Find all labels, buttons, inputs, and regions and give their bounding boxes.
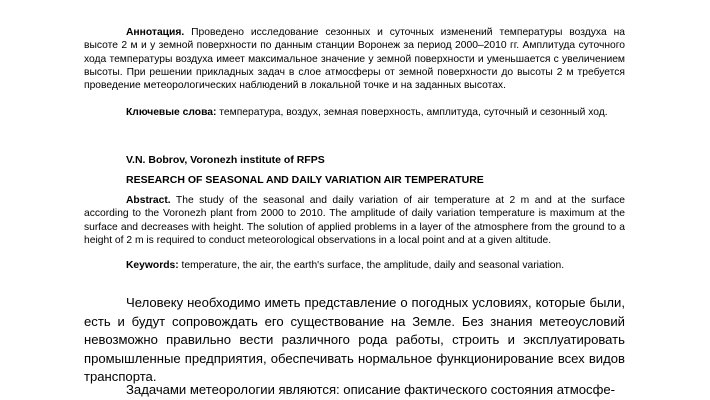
en-abstract-paragraph [84,194,625,247]
ru-abstract-text: Проведено исследование сезонных и суточных изменений температуры воздуха на высоте 2 м и у земной поверхности по данным станции Воронеж за период 2000–2010 гг. Амплитуда суточного хода температуры воздуха имеет максимальное значение у земной поверхности и уменьшается с увеличением высоты. При решении прикладных задач в слое атмосферы от земной поверхности до высоты 2 м требуется проведение метеорологических наблюдений в локальной точке и на заданных высотах. [84,27,625,92]
ru-keywords-label: Ключевые слова: [126,107,217,118]
en-keywords-text: temperature, the air, the earth's surface, the amplitude, daily and seasonal variation. [178,260,565,271]
body-paragraph-1: Человеку необходимо иметь представление о погодных условиях, которые были, есть и будут сопровождать его существование на Земле. Без знания метеоусловий невозможно правильно вести различного рода работы, строить и эксплуатировать промышленные предприятия, обеспечивать нормальное функционирование всех видов транспорта. [84,295,625,385]
body-paragraph-2: Задачами метеорологии являются: описание фактического состояния атмосфе- [126,382,616,397]
en-abstract-label: Abstract. [126,195,171,206]
ru-abstract-paragraph [84,26,625,92]
ru-keywords-text: температура, воздух, земная поверхность, амплитуда, суточный и сезонный ход. [216,107,608,118]
english-title: RESEARCH OF SEASONAL AND DAILY VARIATION AIR TEMPERATURE [126,174,484,186]
en-abstract-text: The study of the seasonal and daily variation of air temperature at 2 m and at the surface according to the Voronezh plant from 2000 to 2010. The amplitude of daily variation temperature is maximum at the surface and decreases with height. The solution of applied problems in a layer of the atmosphere from the ground to a height of 2 m is required to conduct meteorological observations in a local point and at a given altitude. [84,195,625,246]
ru-abstract-label: Аннотация. [126,27,185,38]
author-line: V.N. Bobrov, Voronezh institute of RFPS [126,154,325,166]
en-keywords-paragraph [84,259,625,272]
en-keywords-label: Keywords: [126,260,179,271]
ru-keywords-paragraph [84,106,625,119]
